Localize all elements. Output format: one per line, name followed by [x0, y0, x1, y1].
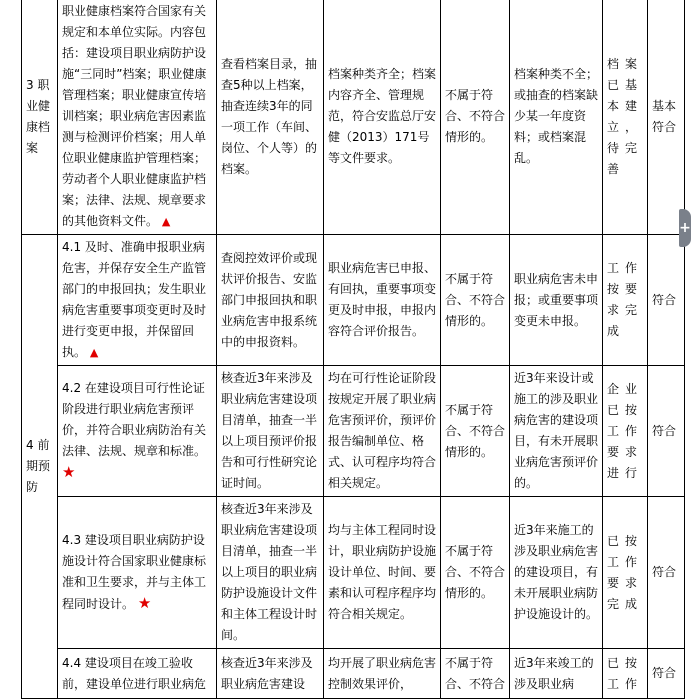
- method-cell: 查阅控效评价或现状评价报告、安监部门申报回执和职业病危害申报系统中的申报资料。: [217, 235, 324, 366]
- assessment-table: [21, 0, 685, 699]
- result-cell: 符合: [648, 235, 685, 366]
- method-cell: 核查近3年来涉及职业病危害建设项目清单，抽查一半以上项目的职业病防护设施设计文件和主体工程设计时间。: [217, 497, 324, 649]
- conforming-cell: 均在可行性论证阶段按规定开展了职业病危害预评价，预评价报告编制单位、格式、认可程序均符合相关规定。: [324, 366, 441, 497]
- other-cell: 不属于符合、不符合情形的。: [441, 497, 510, 649]
- conforming-cell: 均开展了职业病危害控制效果评价，: [324, 649, 441, 699]
- conforming-cell: 均与主体工程同时设计，职业病防护设施设计单位、时间、要素和认可程序程序均符合相关规定。: [324, 497, 441, 649]
- other-cell: 不属于符合、不符合情形的。: [441, 235, 510, 366]
- nonconforming-cell: 近3年来施工的涉及职业病危害的建设项目，有未开展职业病防护设施设计的。: [510, 497, 603, 649]
- result-cell: 符合: [648, 366, 685, 497]
- category-cell: 4 前期预防: [22, 235, 58, 699]
- plus-icon: +: [679, 220, 691, 236]
- method-cell: 核查近3年来涉及职业病危害建设项目清单，抽查一半以上项目预评价报告和可行性研究论证时间。: [217, 366, 324, 497]
- category-cell: 3 职业健康档案: [22, 0, 58, 235]
- nonconforming-cell: 档案种类不全；或抽查的档案缺少某一年度资料；或档案混乱。: [510, 0, 603, 235]
- requirement-cell: 职业健康档案符合国家有关规定和本单位实际。内容包括：建设项目职业病防护设施“三同时”档案；职业健康管理档案；职业健康宣传培训档案；职业病危害因素监测与检测评价档案；用人单位职业健康监护管理档案；劳动者个人职业健康监护档案；法律、法规、规章要求的其他资料文件。 ▲: [58, 0, 217, 235]
- status-cell: 企业已按工作要求进行: [603, 366, 648, 497]
- other-cell: 不属于符合、不符合情形的。: [441, 0, 510, 235]
- star-mark-icon: ★: [62, 463, 76, 481]
- status-cell: 已按工作: [603, 649, 648, 699]
- status-cell: 已按工作要求完成: [603, 497, 648, 649]
- method-cell: 查看档案目录，抽查5种以上档案，抽查连续3年的同一项工作（车间、岗位、个人等）的档案。: [217, 0, 324, 235]
- result-cell: 符合: [648, 649, 685, 699]
- conforming-cell: 职业病危害已申报、有回执，重要事项变更及时申报，申报内容符合评价报告。: [324, 235, 441, 366]
- requirement-cell: 4.4 建设项目在竣工验收前，建设单位进行职业病危: [58, 649, 217, 699]
- nonconforming-cell: 近3年来设计或施工的涉及职业病危害的建设项目，有未开展职业病危害预评价的。: [510, 366, 603, 497]
- requirement-cell: 4.2 在建设项目可行性论证阶段进行职业病危害预评价，并符合职业病防治有关法律、法规、规章和标准。 ★: [58, 366, 217, 497]
- status-cell: 工作按要求完成: [603, 235, 648, 366]
- requirement-cell: 4.3 建设项目职业病防护设施设计符合国家职业健康标准和卫生要求，并与主体工程同时设计。 ★: [58, 497, 217, 649]
- conforming-cell: 档案种类齐全；档案内容齐全、管理规范，符合安监总厅安健（2013）171号等文件要求。: [324, 0, 441, 235]
- nonconforming-cell: 近3年来竣工的涉及职业病: [510, 649, 603, 699]
- table-row: [22, 497, 685, 649]
- table-row: [22, 0, 685, 235]
- table-row: [22, 366, 685, 497]
- requirement-cell: 4.1 及时、准确申报职业病危害，并保存安全生产监管部门的申报回执；发生职业病危害重要事项变更时及时进行变更申报，并保留回执。 ▲: [58, 235, 217, 366]
- triangle-mark-icon: ▲: [89, 346, 99, 359]
- table-row: [22, 235, 685, 366]
- result-cell: 基本符合: [648, 0, 685, 235]
- expand-side-tab[interactable]: [679, 209, 691, 247]
- other-cell: 不属于符合、不符合: [441, 649, 510, 699]
- result-cell: 符合: [648, 497, 685, 649]
- table-row: [22, 649, 685, 699]
- star-mark-icon: ★: [137, 594, 152, 612]
- triangle-mark-icon: ▲: [161, 215, 171, 228]
- status-cell: 档案已基本建立，待完善: [603, 0, 648, 235]
- other-cell: 不属于符合、不符合情形的。: [441, 366, 510, 497]
- nonconforming-cell: 职业病危害未申报；或重要事项变更未申报。: [510, 235, 603, 366]
- method-cell: 核查近3年来涉及职业病危害建设: [217, 649, 324, 699]
